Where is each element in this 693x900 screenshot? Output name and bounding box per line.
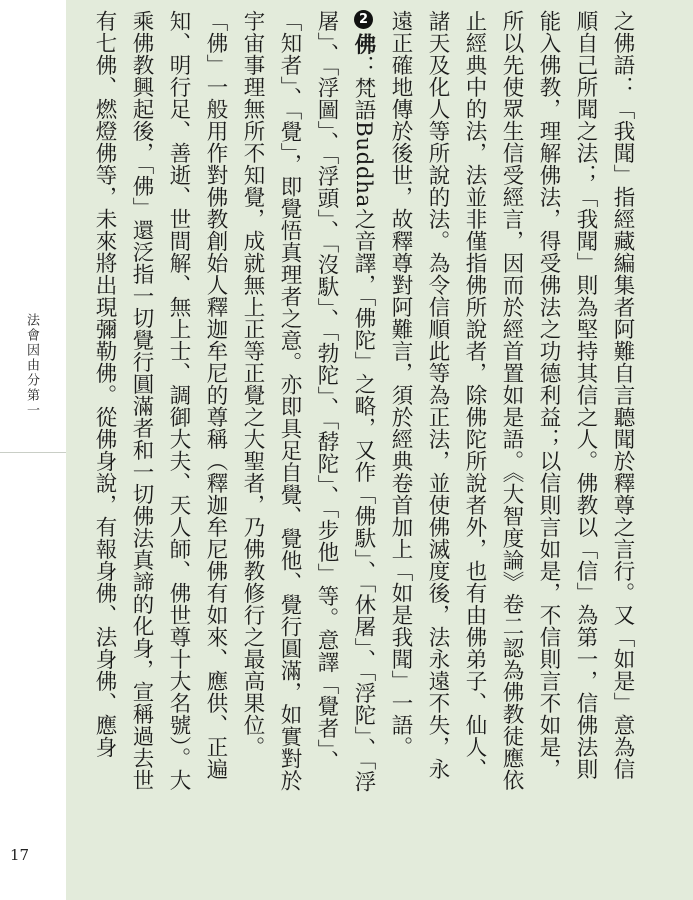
term-label: 之佛語 [610,10,635,76]
paragraph-2 [81,10,382,800]
paragraph-1 [382,10,641,800]
term-label: 佛 [351,33,376,55]
body-text [81,10,641,800]
paragraph-text: ：「我聞」指經藏編集者阿難自言聽聞於釋尊之言行。又「如是」意為信順自己所聞之法；「我聞」則為堅持其信之人。佛教以「信」為第一，信佛法則能入佛教，理解佛法，得受佛法之功德利益；以信則言如是，不信則言不如是，所以先使眾生信受經言，因而於經首置如是語。《大智度論》卷二認為佛教徒應依止經典中的法，法並非僅指佛所說者，除佛陀所說者外，也有由佛弟子、仙人、諸天及化人等所說的法。為令信順此等為正法，並使佛滅度後，法永遠不失，永遠正確地傳於後世，故釋尊對阿難言，須於經典卷首加上「如是我聞」一語。 [388,10,635,792]
margin-divider [0,452,66,453]
page-number: 17 [10,846,30,864]
note-number-badge: 2 [354,10,373,29]
paragraph-text: ：梵語Buddha之音譯，「佛陀」之略，又作「佛馱」、「休屠」、「浮陀」、「浮屠」、「浮圖」、「浮頭」、「沒馱」、「勃陀」、「馞陀」、「步他」等。意譯「覺者」、「知者」、「覺」，即覺悟真理者之意。亦即具足自覺、覺他、覺行圓滿，如實對於宇宙事理無所不知覺，成就無上正等正覺之大聖者，乃佛教修行之最高果位。「佛」一般用作對佛教創始人釋迦牟尼的尊稱（釋迦牟尼佛有如來、應供、正遍知、明行足、善逝、世間解、無上士、調御大夫、天人師、佛世尊十大名號）。大乘佛教興起後，「佛」還泛指一切覺行圓滿者和一切佛法真諦的化身，宣稱過去世有七佛、燃燈佛等，未來將出現彌勒佛。從佛身說，有報身佛、法身佛、應身 [92,10,376,793]
running-head: 法會因由分第一 [24,313,39,418]
